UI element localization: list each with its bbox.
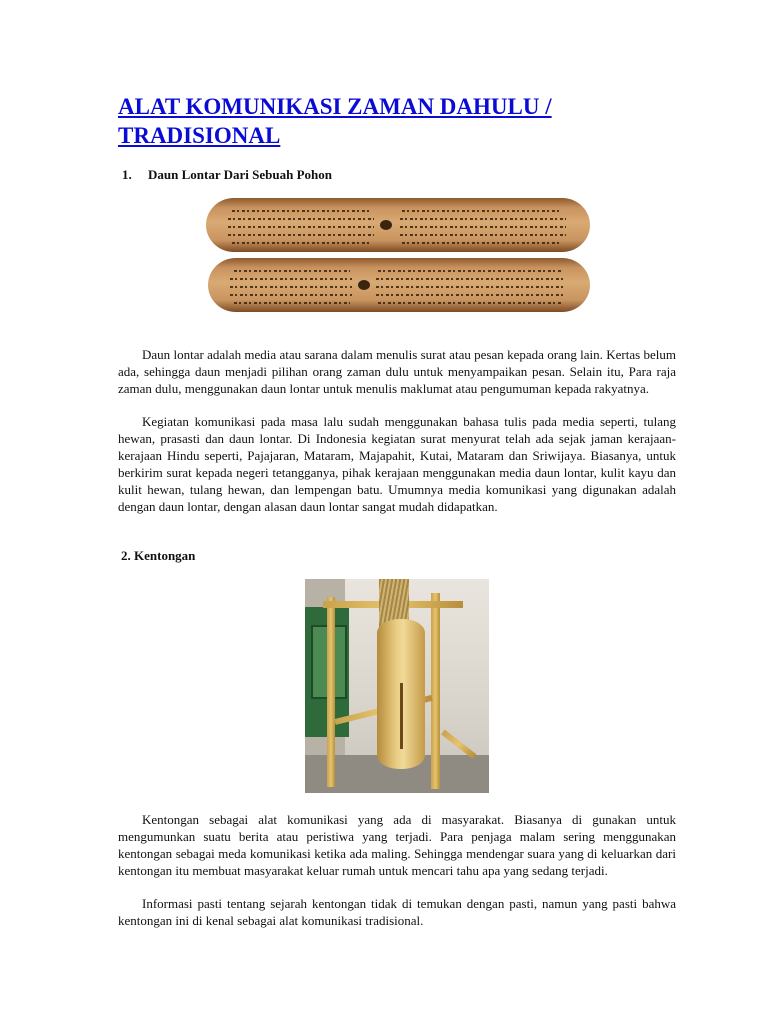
section-heading-text: Daun Lontar Dari Sebuah Pohon: [148, 167, 332, 182]
lontar-strip-top: [206, 198, 590, 252]
lontar-hole: [380, 220, 392, 230]
kentongan-image: [305, 579, 489, 793]
document-title: ALAT KOMUNIKASI ZAMAN DAHULU / TRADISIONAL: [118, 94, 552, 148]
paragraph: Kegiatan komunikasi pada masa lalu sudah menggunakan bahasa tulis pada media seperti, tulang hewan, prasasti dan daun lontar. Di Indonesia kegiatan surat menyurat telah ada sejak jaman kerajaan-kerajaan Hindu seperti, Pajajaran, Mataram, Majapahit, Kutai, Mataram dan Sriwijaya. Biasanya, untuk berkirim surat kepada negeri tetangganya, pihak kerajaan menggunakan media daun lontar, kulit kayu dan kulit hewan, tulang hewan, dan lempengan batu. Umumnya media komunikasi yang digunakan adalah dengan daun lontar, dengan alasan daun lontar sangat mudah didapatkan.: [118, 414, 676, 514]
lontar-hole: [358, 280, 370, 290]
lontar-strip-bottom: [208, 258, 590, 312]
section-heading-kentongan: 2. Kentongan: [121, 548, 196, 563]
section-number: 1.: [122, 167, 132, 182]
paragraph: Daun lontar adalah media atau sarana dalam menulis surat atau pesan kepada orang lain. Kertas belum ada, sehingga daun menjadi pilihan orang zaman dulu untuk menyampaikan pesan. Selain itu, Para raja zaman dulu, menggunakan daun lontar untuk menulis maklumat atau pengumuman kepada rakyatnya.: [118, 347, 676, 396]
section-heading-lontar: [122, 167, 332, 183]
lontar-image: [206, 198, 590, 316]
paragraph: Kentongan sebagai alat komunikasi yang ada di masyarakat. Biasanya di gunakan untuk mengumunkan suatu berita atau peristiwa yang terjadi. Para penjaga malam sering menggunakan kentongan sebagai meda komunikasi ketika ada maling. Sehingga mendengar suara yang di keluarkan dari kentongan itu membuat masyarakat keluar rumah untuk mencari tahu apa yang sedang terjadi.: [118, 812, 676, 878]
paragraph: Informasi pasti tentang sejarah kentongan tidak di temukan dengan pasti, namun yang pasti bahwa kentongan ini di kenal sebagai alat komunikasi tradisional.: [118, 896, 676, 928]
